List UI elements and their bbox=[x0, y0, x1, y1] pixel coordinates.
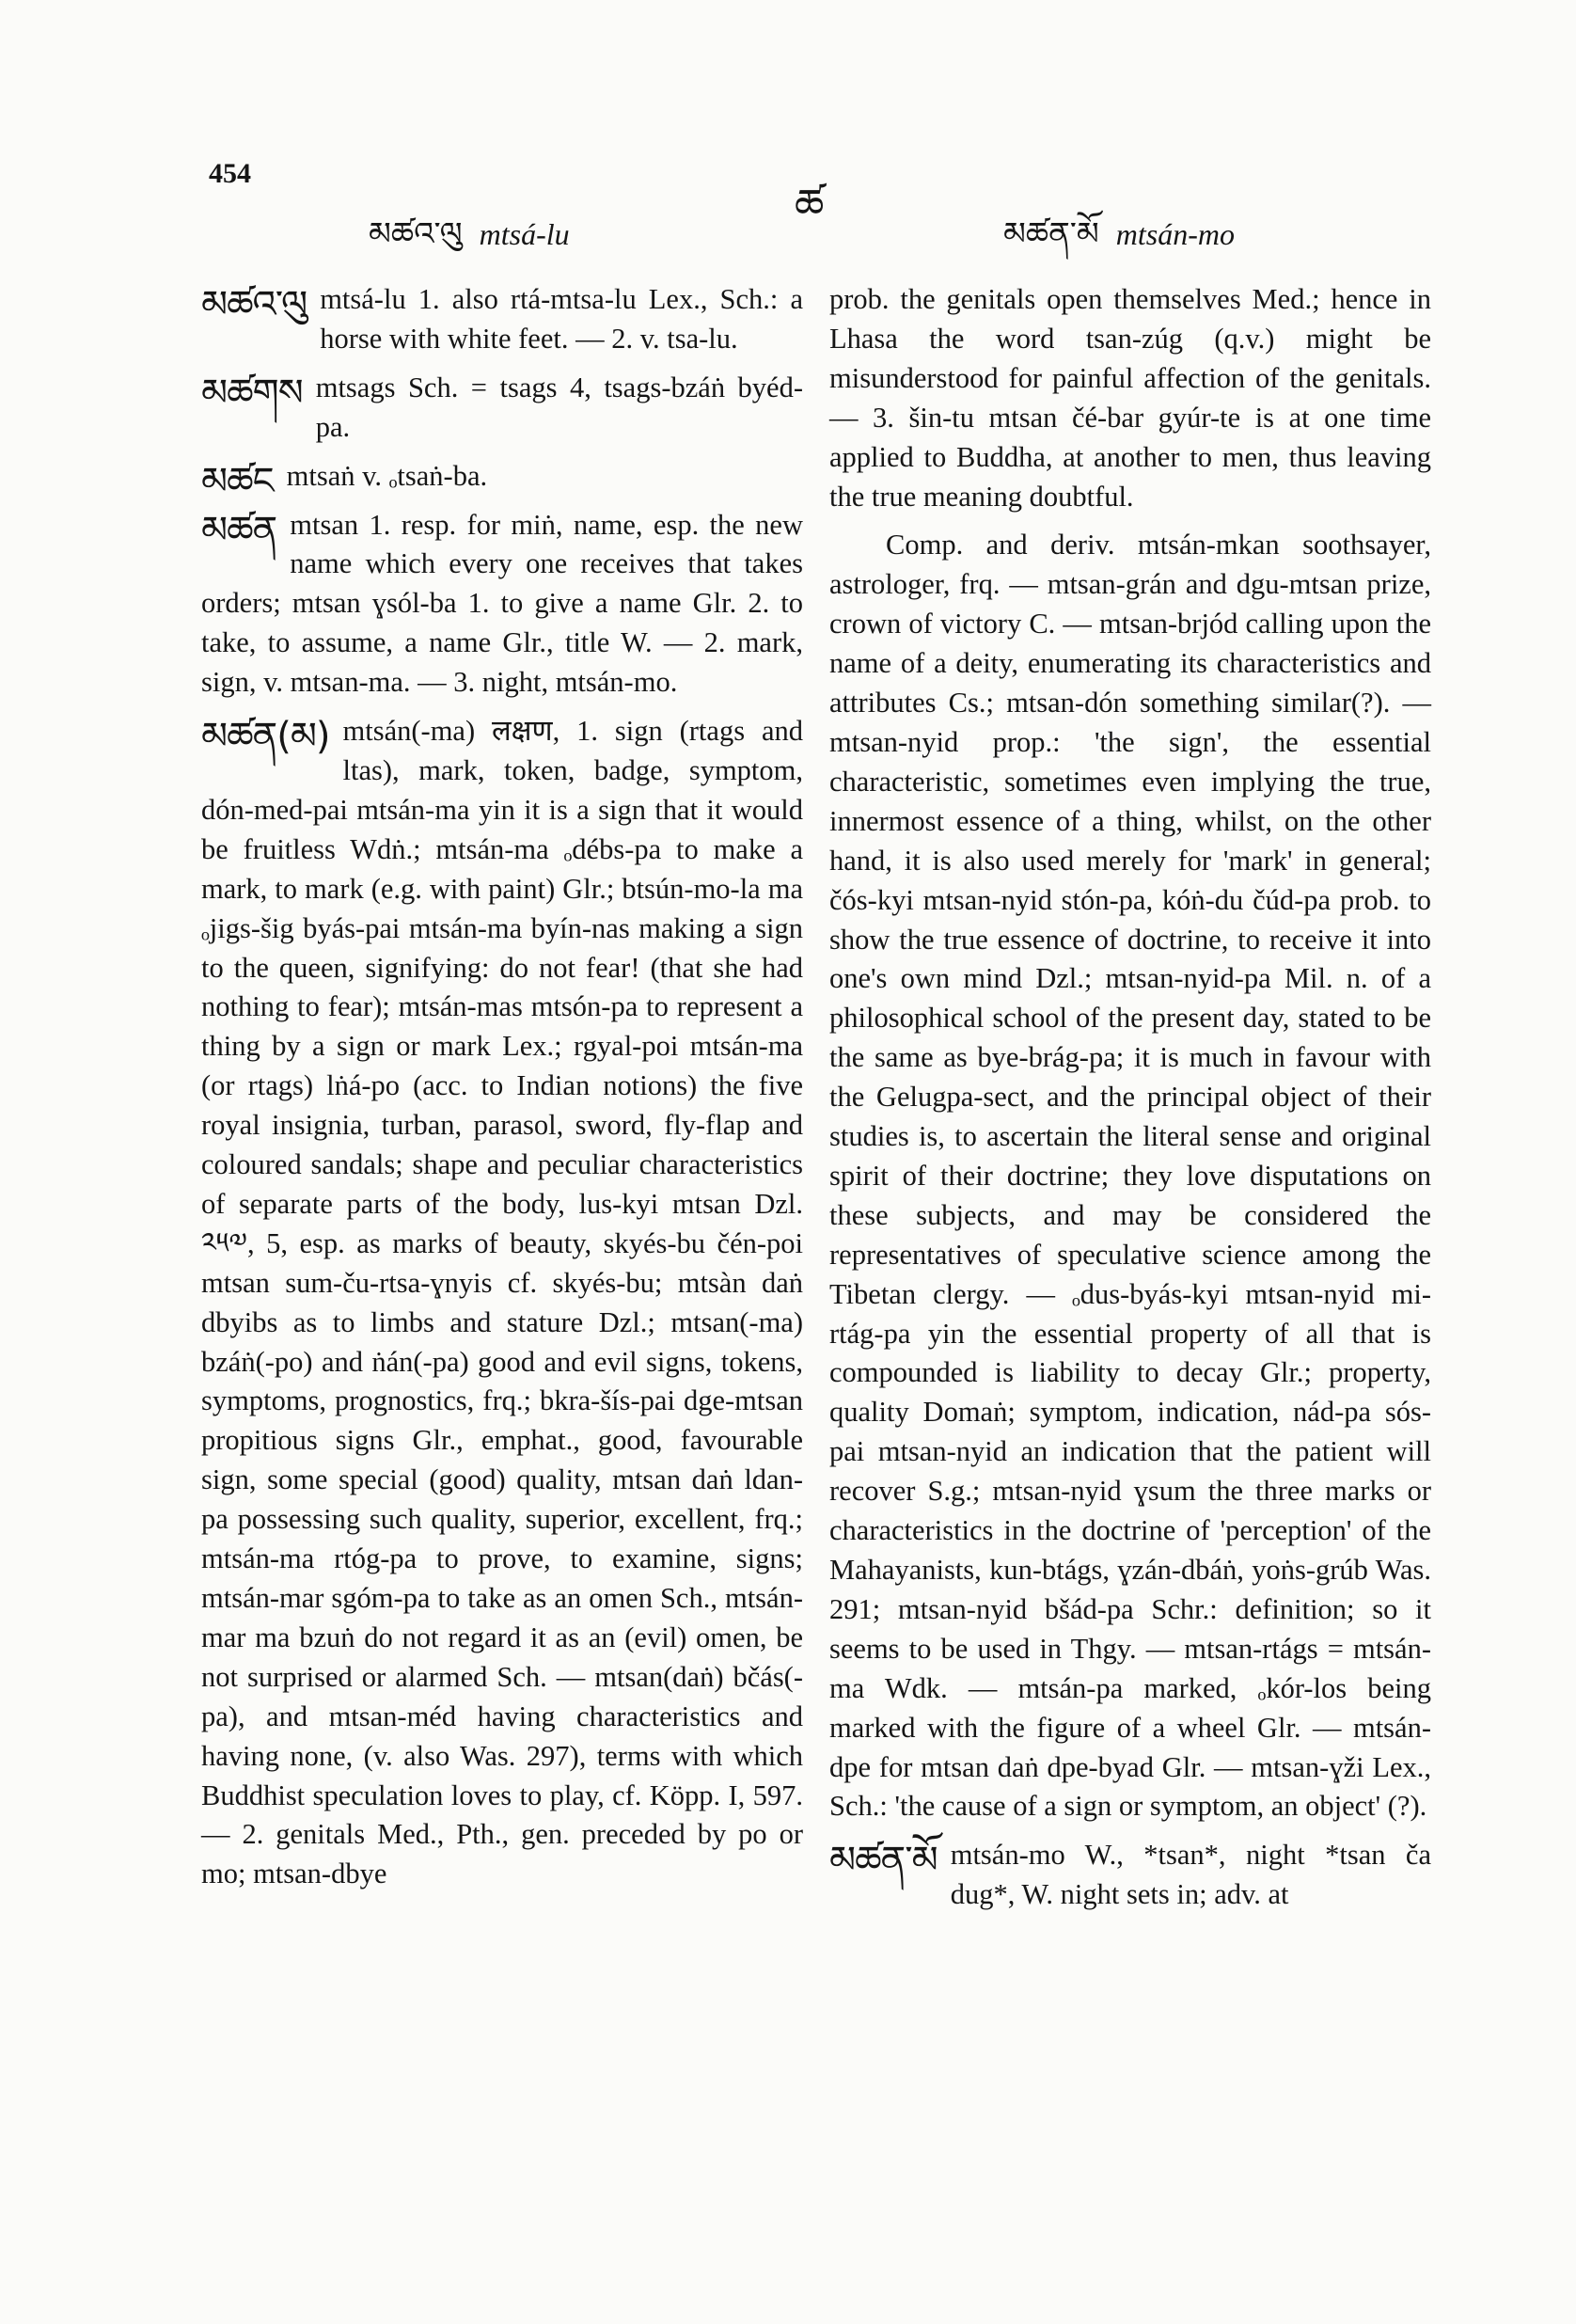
page-number: 454 bbox=[209, 158, 251, 189]
entry-mtsa-lu bbox=[201, 280, 803, 359]
running-head-left bbox=[369, 198, 570, 288]
entry-text: mtsán(-ma) लक्षण, 1. sign (rtags and ltas), mark, token, badge, symptom, dón-med-pai mtsán-ma yin it is a sign that it would be fruitless Wdṅ.; mtsán-ma ₒdébs-pa to make a mark, to mark (e.g. with paint) Glr.; btsún-mo-la ma ₒjigs-šig byás-pai mtsán-ma byín-nas making a sign to the queen, signifying: do not fear! (that she had nothing to fear); mtsán-mas mtsón-pa to represent a thing by a sign or mark Lex.; rgyal-poi mtsán-ma (or rtags) lṅá-po (acc. to Indian notions) the five royal insignia, turban, parasol, sword, fly-flap and coloured sandals; shape and peculiar characteristics of separate parts of the body, lus-kyi mtsan Dzl. ༢༥༧, 5, esp. as marks of beauty, skyés-bu čén-poi mtsan sum-ču-rtsa-ɣnyis cf. skyés-bu; mtsàn daṅ dbyibs as to limbs and stature Dzl.; mtsan(-ma) bzáṅ(-po) and ṅán(-pa) good and evil signs, tokens, symptoms, prognostics, frq.; bkra-šís-pai dge-mtsan propitious signs Glr., emphat., good, favourable sign, some special (good) quality, mtsan daṅ ldan-pa possessing such quality, superior, excellent, frq.; mtsán-ma rtóg-pa to prove, to examine, signs; mtsán-mar sgóm-pa to take as an omen Sch., mtsán-mar ma bzuṅ do not regard it as an (evil) omen, be not surprised or alarmed Sch. — mtsan(daṅ) bčás(-pa), and mtsan-méd having characteristics and having none, (v. also Was. 297), terms with which Buddhist speculation loves to play, cf. Köpp. I, 597. — 2. genitals Med., Pth., gen. preceded by po or mo; mtsan-dbye bbox=[201, 715, 803, 1890]
entry-text: mtsan 1. resp. for miṅ, name, esp. the new name which every one receives that takes orders; mtsan ɣsól-ba 1. to give a name Glr. 2. to take, to assume, a name Glr., title W. — 2. mark, sign, v. mtsan-ma. — 3. night, mtsán-mo. bbox=[201, 508, 803, 699]
running-head-left-tibetan: མཚའ་ལུ bbox=[369, 217, 463, 252]
running-head-right-tibetan: མཚན་མོ bbox=[1003, 217, 1099, 252]
section-letter: ཚ bbox=[795, 182, 825, 228]
entry-text: mtsán-mo W., *tsan*, night *tsan ča dug*, W. night sets in; adv. at bbox=[950, 1839, 1431, 1911]
entry-mtsan-mo bbox=[829, 1836, 1431, 1915]
tibetan-headword: མཚའ་ལུ bbox=[201, 283, 307, 326]
right-column bbox=[829, 280, 1431, 1915]
tibetan-headword: མཚགས bbox=[201, 371, 303, 415]
running-head-left-roman: mtsá-lu bbox=[479, 217, 570, 251]
running-head-right-roman: mtsán-mo bbox=[1115, 217, 1235, 251]
tibetan-headword: མཚན(མ) bbox=[201, 715, 330, 759]
entry-text: mtsaṅ v. ₒtsaṅ-ba. bbox=[286, 459, 488, 492]
entry-mtsan bbox=[201, 506, 803, 704]
entry-comp-deriv: Comp. and deriv. mtsán-mkan soothsayer, astrologer, frq. — mtsan-grán and dgu-mtsan prize, crown of victory C. — mtsan-brjód calling upon the name of a deity, enumerating its characteristics and attributes Cs.; mtsan-dón something similar(?). — mtsan-nyid prop.: 'the sign', the essential characteristic, sometimes even implying the true, innermost essence of a thing, whilst, on the other hand, it is also used merely for 'mark' in general; čós-kyi mtsan-nyid stón-pa, kóṅ-du čúd-pa prob. to show the true essence of doctrine, to receive it into one's own mind Dzl.; mtsan-nyid-pa Mil. n. of a philosophical school of the present day, stated to be the same as bye-brág-pa; it is much in favour with the Gelugpa-sect, and the principal object of their studies is, to ascertain the literal sense and original spirit of their doctrine; they love disputations on these subjects, and may be considered the representatives of speculative science among the Tibetan clergy. — ₒdus-byás-kyi mtsan-nyid mi-rtág-pa yin the essential property of all that is compounded is liability to decay Glr.; property, quality Domaṅ; symptom, indication, nád-pa sós-pai mtsan-nyid an indication that the patient will recover S.g.; mtsan-nyid ɣsum the three marks or characteristics in the doctrine of 'perception' of the Mahayanists, kun-btágs, ɣzán-dbáṅ, yoṅs-grúb Was. 291; mtsan-nyid bšád-pa Schr.: definition; so it seems to be used in Thgy. — mtsan-rtágs = mtsán-ma Wdk. — mtsán-pa marked, ₒkór-los being marked with the figure of a wheel Glr. — mtsán-dpe for mtsan daṅ dpe-byad Glr. — mtsan-ɣži Lex., Sch.: 'the cause of a sign or symptom, an object' (?). bbox=[829, 529, 1431, 1823]
entry-mtsan-ng bbox=[201, 457, 803, 503]
entry-text: mtsags Sch. = tsags 4, tsags-bzáṅ byéd-pa. bbox=[315, 371, 803, 443]
running-head-right bbox=[1003, 198, 1235, 288]
tibetan-headword: མཚན་མོ bbox=[829, 1839, 938, 1883]
entry-continuation: prob. the genitals open themselves Med.; hence in Lhasa the word tsan-zúg (q.v.) might be misunderstood for painful affection of the genitals. — 3. šin-tu mtsan čé-bar gyúr-te is at one time applied to Buddha, at another to men, thus leaving the true meaning doubtful. bbox=[829, 283, 1431, 513]
entry-text: mtsá-lu 1. also rtá-mtsa-lu Lex., Sch.: a horse with white feet. — 2. v. tsa-lu. bbox=[320, 283, 803, 355]
tibetan-headword: མཚན bbox=[201, 508, 277, 552]
entry-mtsan-ma bbox=[201, 712, 803, 1894]
entry-mtsags bbox=[201, 369, 803, 448]
tibetan-headword: མཚང bbox=[201, 459, 274, 503]
left-column bbox=[201, 280, 803, 1894]
